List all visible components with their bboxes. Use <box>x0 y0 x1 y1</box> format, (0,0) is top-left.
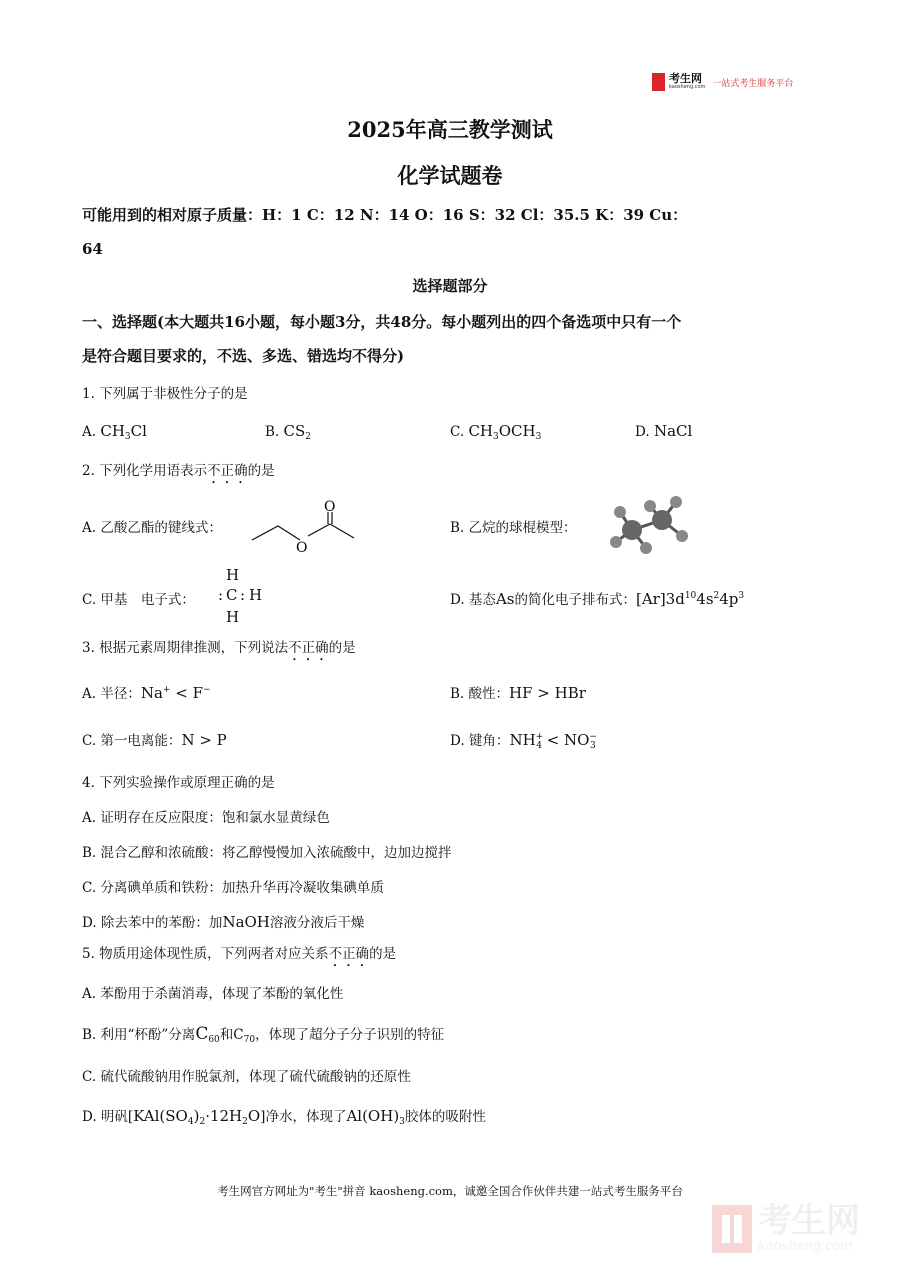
formula: Na+ < F− <box>140 684 211 702</box>
q1-option-d[interactable] <box>635 422 692 440</box>
ester-bond <box>308 524 330 536</box>
q2-option-a-label[interactable]: A. 乙酸乙酯的键线式： <box>82 520 222 536</box>
formula: NaCl <box>653 422 693 440</box>
formula: HF > HBr <box>509 684 586 702</box>
q2-stem: 2. 下列化学用语表示不正确的是 <box>82 463 275 479</box>
q3-option-c[interactable]: C. 第一电离能：N > P <box>82 731 227 749</box>
option-label: A. <box>82 424 97 440</box>
option-label: B. <box>265 424 280 440</box>
ethyl-acetate-skeletal-formula <box>250 496 360 556</box>
q5-stem: 5. 物质用途体现性质，下列两者对应关系不正确的是 <box>82 946 397 962</box>
section-title: 选择题部分 <box>412 277 488 295</box>
watermark-name: 考生网 <box>758 1201 860 1241</box>
formula: $C_{70}$ <box>233 1027 256 1045</box>
ether-oxygen: O <box>296 540 308 556</box>
formula: $C_{60}$ <box>195 1024 220 1045</box>
emphasis-text: 不正确 <box>207 463 248 479</box>
exam-title: 2025年高三教学测试 <box>347 117 553 142</box>
q4-option-b[interactable]: B. 混合乙醇和浓硫酸：将乙醇慢慢加入浓硫酸中，边加边搅拌 <box>82 845 452 861</box>
site-logo[interactable] <box>652 73 793 91</box>
q3-option-b[interactable]: B. 酸性：HF > HBr <box>450 684 586 702</box>
atomic-mass-line2: 64 <box>82 240 103 258</box>
hydrogen-atom <box>670 496 682 508</box>
q2-option-b-label[interactable]: B. 乙烷的球棍模型： <box>450 520 577 536</box>
q3-stem: 3. 根据元素周期律推测，下列说法不正确的是 <box>82 640 356 656</box>
q1-option-c[interactable] <box>450 422 541 442</box>
logo-domain: kaosheng.com <box>669 84 706 90</box>
logo-slogan: 一站式考生服务平台 <box>712 78 794 89</box>
page-footer: 考生网官方网址为"考生"拼音 kaosheng.com，诚邀全国合作伙伴共建一站式考生服务平台 <box>217 1184 683 1198</box>
q4-option-d[interactable]: D. 除去苯中的苯酚：加NaOH溶液分液后干燥 <box>82 913 365 931</box>
atomic-mass-line1: 可能用到的相对原子质量：H：1 C：12 N：14 O：16 S：32 Cl：35.5 K：39 Cu： <box>82 206 688 224</box>
q4-option-c[interactable]: C. 分离碘单质和铁粉：加热升华再冷凝收集碘单质 <box>82 880 384 896</box>
methyl-top-h: H <box>226 566 240 584</box>
watermark-domain: kaosheng.com <box>758 1239 853 1254</box>
paper-title: 化学试题卷 <box>397 163 503 188</box>
q5-option-b[interactable]: B. 利用“杯酚”分离$C_{60}$和$C_{70}$，体现了超分子分子识别的特征 <box>82 1024 445 1045</box>
formula: $CH_3OCH_3$ <box>468 422 542 442</box>
instruction-line1: 一、选择题(本大题共16小题，每小题3分，共48分。每小题列出的四个备选项中只有一个 <box>82 313 682 331</box>
watermark-logo-icon <box>712 1205 752 1253</box>
q3-option-a[interactable]: A. 半径：Na+ < F− <box>82 684 211 702</box>
hydrogen-atom <box>644 500 656 512</box>
q1-option-b[interactable] <box>265 422 311 442</box>
q1-stem: 1. 下列属于非极性分子的是 <box>82 386 248 402</box>
formula: $CS_2$ <box>283 422 312 442</box>
hydrogen-atom <box>640 542 652 554</box>
formula: $CH_3Cl$ <box>100 422 147 442</box>
logo-mark-icon <box>652 73 665 91</box>
formula: N > P <box>181 731 227 749</box>
formula: NaOH <box>222 913 270 931</box>
q5-option-d[interactable]: D. 明矾$[KAl(SO_4)_2\cdot 12H_2O]$净水，体现了$Al(OH)_3$胶体的吸附性 <box>82 1107 486 1127</box>
q2-option-c-label[interactable]: C. 甲基 电子式： <box>82 592 195 608</box>
hydrogen-atom <box>610 536 622 548</box>
q5-option-a[interactable]: A. 苯酚用于杀菌消毒，体现了苯酚的氧化性 <box>82 986 344 1002</box>
option-label: C. <box>450 424 465 440</box>
formula: $KAl(SO_4)_2\cdot 12H_2O$ <box>133 1107 261 1127</box>
methyl-right-colon: : <box>240 586 246 604</box>
methyl-right-h: H <box>249 586 263 604</box>
hydrogen-atom <box>614 506 626 518</box>
formula: $NH^+_4 < NO^-_3$ <box>509 731 598 751</box>
methyl-left-colon: : <box>218 586 224 604</box>
electron-config: $[Ar]3d^{10}4s^24p^3$ <box>635 590 745 608</box>
q1-option-a[interactable] <box>82 422 147 442</box>
q3-option-d[interactable]: D. 键角：$NH^+_4 < NO^-_3$ <box>450 731 598 751</box>
carbonyl-oxygen: O <box>324 499 336 515</box>
q2-option-d[interactable]: D. 基态As的简化电子排布式：$[Ar]3d^{10}4s^24p^3$ <box>450 590 745 608</box>
instruction-line2: 是符合题目要求的，不选、多选、错选均不得分) <box>82 347 405 365</box>
q4-option-a[interactable]: A. 证明存在反应限度：饱和氯水显黄绿色 <box>82 810 330 826</box>
formula: $Al(OH)_3$ <box>346 1107 405 1127</box>
q5-option-c[interactable]: C. 硫代硫酸钠用作脱氯剂，体现了硫代硫酸钠的还原性 <box>82 1069 411 1085</box>
emphasis-text: 不正确 <box>288 640 329 656</box>
emphasis-text: 不正确 <box>328 946 370 962</box>
carbon-atom <box>652 510 672 530</box>
q4-stem: 4. 下列实验操作或原理正确的是 <box>82 775 275 791</box>
hydrogen-atom <box>676 530 688 542</box>
ethane-ball-stick-model <box>596 490 692 560</box>
carbon-atom <box>622 520 642 540</box>
ethyl-chain <box>252 526 300 540</box>
logo-name: 考生网 <box>669 72 702 85</box>
option-label: D. <box>635 424 650 440</box>
methyl-bottom-h: H <box>226 608 240 626</box>
methyl-bond <box>330 524 354 538</box>
watermark <box>712 1203 860 1254</box>
methyl-carbon: C <box>226 586 238 604</box>
